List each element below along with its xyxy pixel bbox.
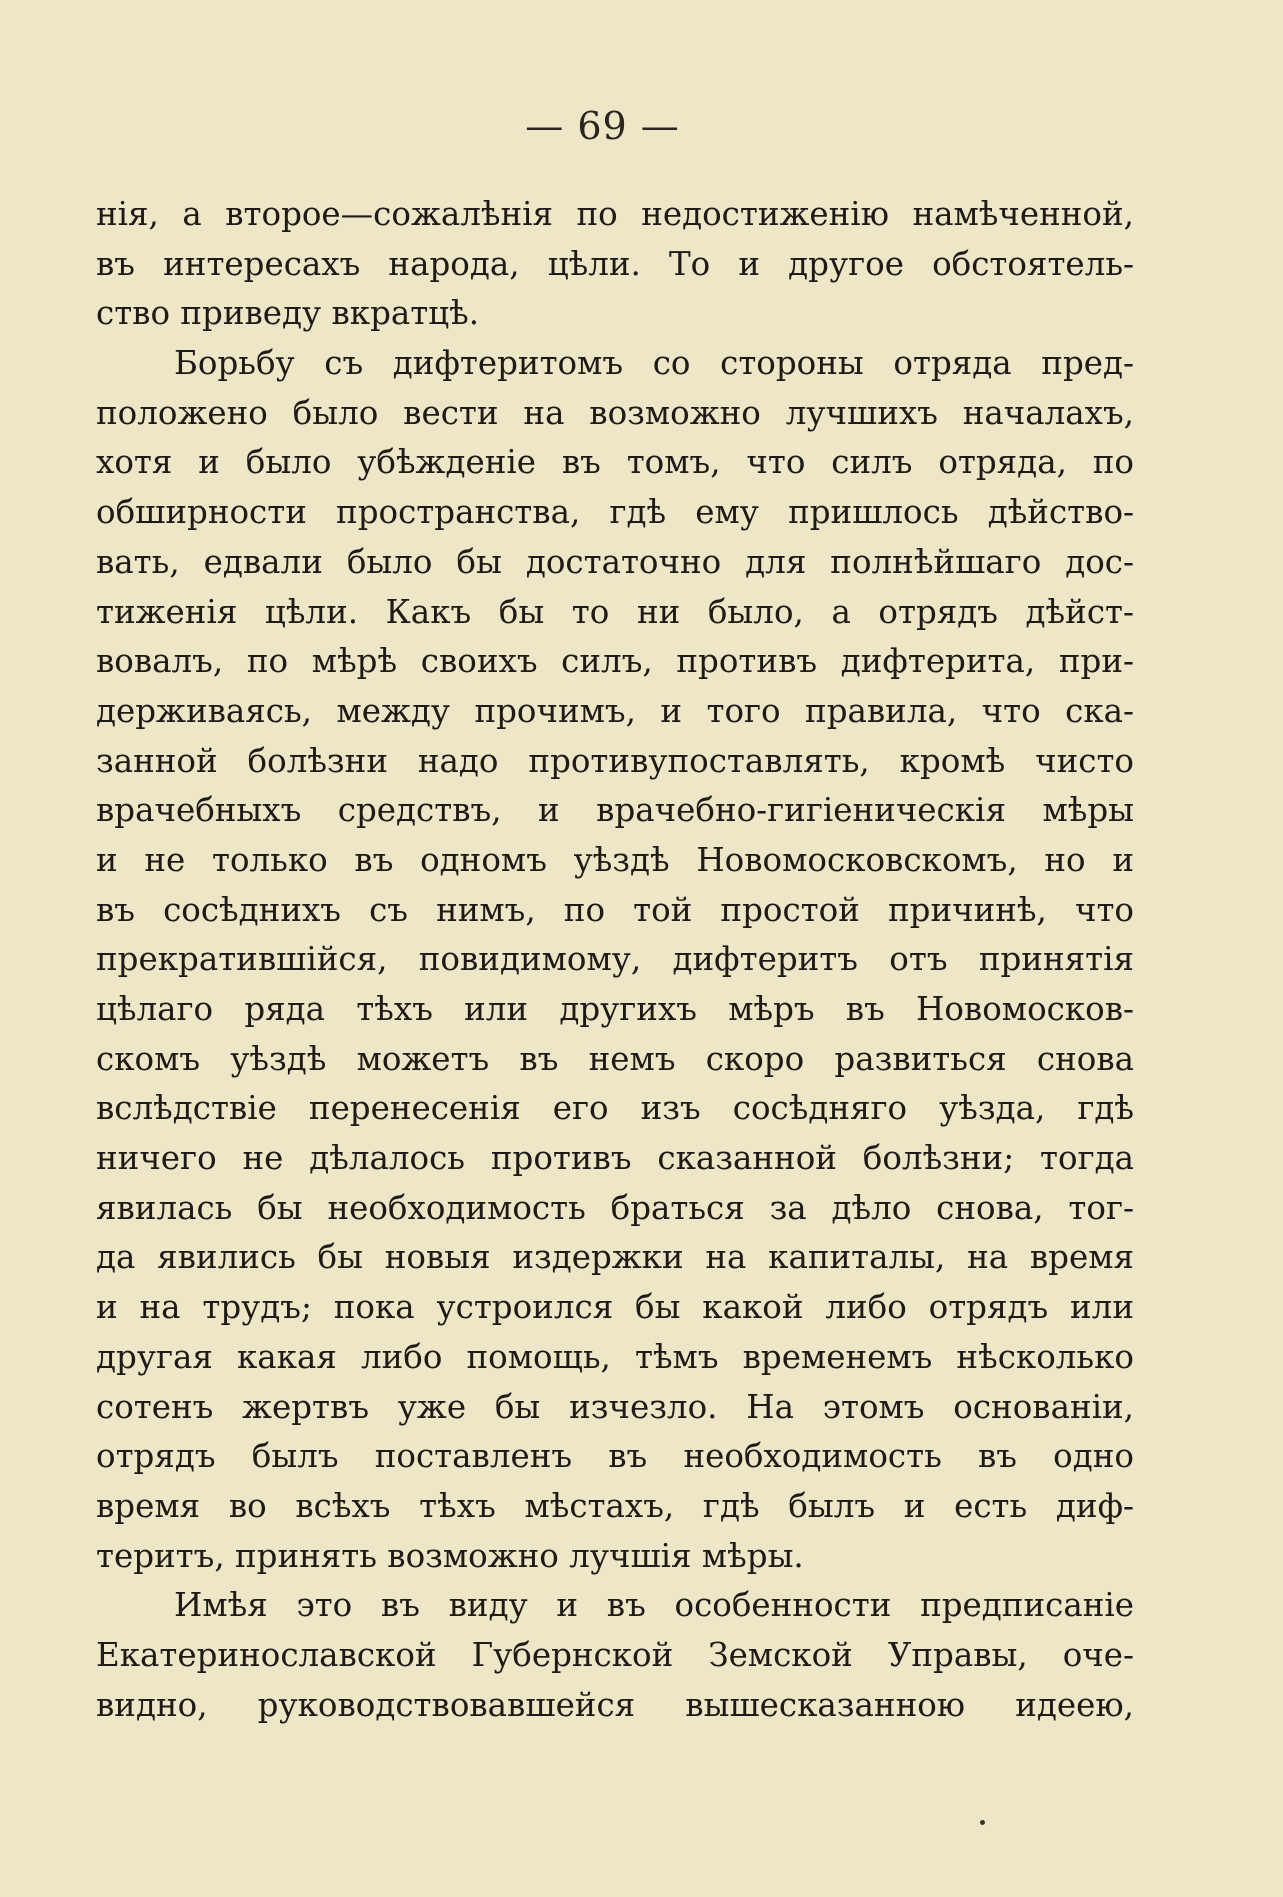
text-line: Екатеринославской Губернской Земской Управы, оче- (96, 1635, 1134, 1674)
text-line: явилась бы необходимость браться за дѣло снова, тог- (96, 1188, 1134, 1227)
text-line: другая какая либо помощь, тѣмъ временемъ нѣсколько (96, 1337, 1134, 1376)
text-line: нія, а второе—сожалѣнія по недостиженію намѣченной, (96, 195, 1134, 233)
body-text (96, 190, 1134, 1730)
text-line: сотенъ жертвъ уже бы изчезло. На этомъ основаніи, (96, 1387, 1134, 1426)
text-line: время во всѣхъ тѣхъ мѣстахъ, гдѣ былъ и есть диф- (96, 1486, 1134, 1525)
text-line: обширности пространства, гдѣ ему пришлось дѣйство- (96, 493, 1134, 532)
text-line: въ сосѣднихъ съ нимъ, по той простой причинѣ, что (96, 890, 1134, 929)
text-line: ство приведу вкратцѣ. (96, 294, 480, 333)
text-line: и на трудъ; пока устроился бы какой либо отрядъ или (96, 1288, 1134, 1327)
text-line: теритъ, принять возможно лучшія мѣры. (96, 1536, 804, 1575)
text-line: вслѣдствіе перенесенія его изъ сосѣдняго уѣзда, гдѣ (96, 1089, 1134, 1128)
text-line: вовалъ, по мѣрѣ своихъ силъ, противъ дифтерита, при- (96, 642, 1134, 681)
text-line: въ интересахъ народа, цѣли. То и другое обстоятель- (96, 244, 1134, 283)
text-line: и не только въ одномъ уѣздѣ Новомосковскомъ, но и (96, 840, 1134, 879)
text-line: ничего не дѣлалось противъ сказанной болѣзни; тогда (96, 1139, 1134, 1178)
text-line: держиваясь, между прочимъ, и того правила, что ска- (96, 691, 1134, 730)
text-line: видно, руководствовавшейся вышесказанною идеею, (96, 1685, 1134, 1724)
page-number: — 69 — (525, 104, 680, 148)
text-line: отрядъ былъ поставленъ въ необходимость въ одно (96, 1437, 1134, 1476)
text-line: Борьбу съ дифтеритомъ со стороны отряда пред- (174, 344, 1134, 383)
text-line: занной болѣзни надо противупоставлять, кромѣ чисто (96, 741, 1134, 780)
text-line: положено было вести на возможно лучшихъ началахъ, (96, 393, 1134, 432)
text-line: да явились бы новыя издержки на капиталы, на время (96, 1238, 1134, 1277)
text-line: хотя и было убѣжденіе въ томъ, что силъ отряда, по (96, 443, 1134, 482)
ink-speck (980, 1820, 985, 1825)
text-line: врачебныхъ средствъ, и врачебно-гигіеническія мѣры (96, 791, 1134, 830)
text-line: цѣлаго ряда тѣхъ или другихъ мѣръ въ Новомосков- (96, 990, 1134, 1028)
text-line: Имѣя это въ виду и въ особенности предписаніе (174, 1586, 1134, 1625)
text-line: прекратившійся, повидимому, дифтеритъ отъ принятія (96, 940, 1134, 979)
text-line: скомъ уѣздѣ можетъ въ немъ скоро развиться снова (96, 1039, 1134, 1078)
text-line: вать, едвали было бы достаточно для полнѣйшаго дос- (96, 542, 1134, 581)
text-line: тиженія цѣли. Какъ бы то ни было, а отрядъ дѣйст- (96, 592, 1134, 631)
